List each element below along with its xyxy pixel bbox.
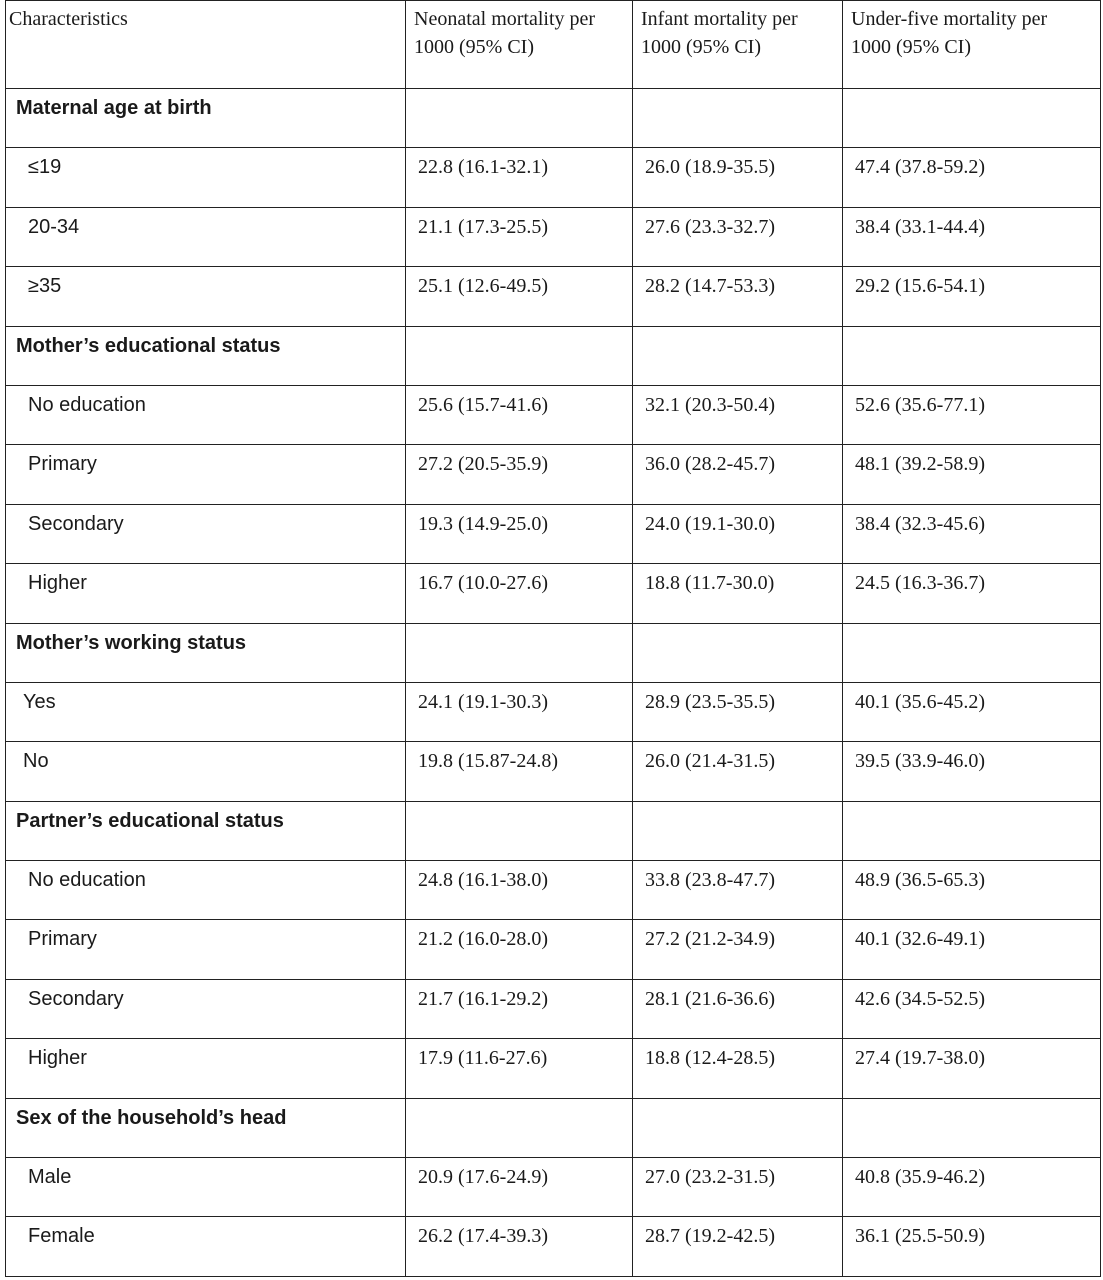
under-five-value-cell <box>843 504 1101 563</box>
row-label: Female <box>28 1225 95 1248</box>
row-label-cell <box>6 148 406 207</box>
row-label-cell <box>6 1158 406 1217</box>
under-five-value-cell <box>843 564 1101 623</box>
neonatal-value-cell <box>406 1098 633 1157</box>
infant-value-cell <box>633 326 843 385</box>
under-five-value: 47.4 (37.8-59.2) <box>855 156 985 179</box>
under-five-value <box>843 624 1100 629</box>
under-five-value-cell <box>843 89 1101 148</box>
neonatal-value-cell <box>406 742 633 801</box>
row-label-cell <box>6 742 406 801</box>
column-header-label: Characteristics <box>9 8 128 30</box>
neonatal-value-cell <box>406 385 633 444</box>
row-label-cell <box>6 385 406 444</box>
neonatal-value <box>406 1099 632 1104</box>
column-header-characteristics <box>6 1 406 89</box>
table-row <box>6 920 1101 979</box>
table-row <box>6 742 1101 801</box>
neonatal-value: 20.9 (17.6-24.9) <box>418 1166 548 1189</box>
infant-value-cell <box>633 979 843 1038</box>
infant-value <box>633 1099 842 1104</box>
neonatal-value-cell <box>406 801 633 860</box>
row-label-cell <box>6 1039 406 1098</box>
row-label-cell <box>6 207 406 266</box>
table-row <box>6 979 1101 1038</box>
group-header-row <box>6 89 1101 148</box>
neonatal-value-cell <box>406 267 633 326</box>
infant-value-cell <box>633 504 843 563</box>
table-header <box>6 1 1101 89</box>
neonatal-value: 26.2 (17.4-39.3) <box>418 1225 548 1248</box>
neonatal-value: 21.7 (16.1-29.2) <box>418 987 548 1010</box>
neonatal-value: 19.3 (14.9-25.0) <box>418 512 548 535</box>
neonatal-value-cell <box>406 979 633 1038</box>
infant-value: 28.7 (19.2-42.5) <box>645 1225 775 1248</box>
under-five-value: 24.5 (16.3-36.7) <box>855 572 985 595</box>
group-header-row <box>6 326 1101 385</box>
neonatal-value: 16.7 (10.0-27.6) <box>418 572 548 595</box>
infant-value-cell <box>633 1158 843 1217</box>
infant-value-cell <box>633 207 843 266</box>
infant-value-cell <box>633 148 843 207</box>
infant-value-cell <box>633 861 843 920</box>
neonatal-value: 22.8 (16.1-32.1) <box>418 156 548 179</box>
under-five-value: 27.4 (19.7-38.0) <box>855 1047 985 1070</box>
infant-value-cell <box>633 801 843 860</box>
neonatal-value-cell <box>406 623 633 682</box>
infant-value-cell <box>633 385 843 444</box>
under-five-value-cell <box>843 148 1101 207</box>
neonatal-value: 25.1 (12.6-49.5) <box>418 275 548 298</box>
group-label: Partner’s educational status <box>16 809 284 832</box>
neonatal-value <box>406 89 632 94</box>
table-body <box>6 89 1101 1277</box>
under-five-value-cell <box>843 920 1101 979</box>
infant-value: 28.1 (21.6-36.6) <box>645 987 775 1010</box>
infant-value: 28.2 (14.7-53.3) <box>645 275 775 298</box>
row-label-cell <box>6 979 406 1038</box>
under-five-value: 29.2 (15.6-54.1) <box>855 275 985 298</box>
infant-value-cell <box>633 1098 843 1157</box>
row-label: Higher <box>28 1047 87 1070</box>
row-label-cell <box>6 564 406 623</box>
under-five-value <box>843 802 1100 807</box>
under-five-value-cell <box>843 1039 1101 1098</box>
row-label: 20-34 <box>28 215 80 238</box>
neonatal-value-cell <box>406 207 633 266</box>
row-label: No <box>23 750 49 773</box>
table-row <box>6 445 1101 504</box>
under-five-value-cell <box>843 207 1101 266</box>
group-label: Mother’s working status <box>16 631 247 654</box>
row-label: Male <box>28 1166 72 1189</box>
infant-value: 18.8 (12.4-28.5) <box>645 1047 775 1070</box>
neonatal-value-cell <box>406 1158 633 1217</box>
group-label-cell <box>6 89 406 148</box>
under-five-value-cell <box>843 1158 1101 1217</box>
neonatal-value-cell <box>406 148 633 207</box>
neonatal-value <box>406 624 632 629</box>
under-five-value: 38.4 (33.1-44.4) <box>855 215 985 238</box>
under-five-value <box>843 89 1100 94</box>
infant-value <box>633 327 842 332</box>
group-label-cell <box>6 326 406 385</box>
under-five-value-cell <box>843 326 1101 385</box>
group-label: Maternal age at birth <box>16 97 212 119</box>
neonatal-value: 24.8 (16.1-38.0) <box>418 869 548 892</box>
under-five-value <box>843 1099 1100 1104</box>
under-five-value-cell <box>843 267 1101 326</box>
column-header-label: Infant mortality per 1000 (95% CI) <box>641 8 798 58</box>
infant-value: 27.2 (21.2-34.9) <box>645 928 775 951</box>
neonatal-value: 21.2 (16.0-28.0) <box>418 928 548 951</box>
under-five-value-cell <box>843 1217 1101 1276</box>
infant-value: 24.0 (19.1-30.0) <box>645 512 775 535</box>
table-row <box>6 267 1101 326</box>
infant-value: 26.0 (21.4-31.5) <box>645 750 775 773</box>
under-five-value: 42.6 (34.5-52.5) <box>855 987 985 1010</box>
infant-value-cell <box>633 564 843 623</box>
neonatal-value <box>406 802 632 807</box>
infant-value: 32.1 (20.3-50.4) <box>645 393 775 416</box>
neonatal-value-cell <box>406 326 633 385</box>
row-label: No education <box>28 869 146 892</box>
row-label: Secondary <box>28 987 124 1010</box>
under-five-value-cell <box>843 801 1101 860</box>
infant-value-cell <box>633 1217 843 1276</box>
infant-value-cell <box>633 623 843 682</box>
table-row <box>6 564 1101 623</box>
infant-value-cell <box>633 89 843 148</box>
neonatal-value-cell <box>406 861 633 920</box>
neonatal-value: 27.2 (20.5-35.9) <box>418 453 548 476</box>
infant-value: 26.0 (18.9-35.5) <box>645 156 775 179</box>
infant-value: 36.0 (28.2-45.7) <box>645 453 775 476</box>
infant-value-cell <box>633 682 843 741</box>
table-row <box>6 1217 1101 1276</box>
under-five-value: 52.6 (35.6-77.1) <box>855 393 985 416</box>
row-label-cell <box>6 920 406 979</box>
neonatal-value <box>406 327 632 332</box>
under-five-value: 40.8 (35.9-46.2) <box>855 1166 985 1189</box>
neonatal-value-cell <box>406 1217 633 1276</box>
table-row <box>6 682 1101 741</box>
infant-value-cell <box>633 267 843 326</box>
neonatal-value-cell <box>406 920 633 979</box>
table-row <box>6 504 1101 563</box>
row-label: ≤19 <box>28 156 62 179</box>
row-label-cell <box>6 445 406 504</box>
row-label: No education <box>28 393 146 416</box>
infant-value: 33.8 (23.8-47.7) <box>645 869 775 892</box>
infant-value-cell <box>633 1039 843 1098</box>
infant-value: 28.9 (23.5-35.5) <box>645 690 775 713</box>
under-five-value: 36.1 (25.5-50.9) <box>855 1225 985 1248</box>
group-header-row <box>6 1098 1101 1157</box>
neonatal-value: 17.9 (11.6-27.6) <box>418 1047 548 1070</box>
neonatal-value: 21.1 (17.3-25.5) <box>418 215 548 238</box>
infant-value <box>633 624 842 629</box>
under-five-value-cell <box>843 742 1101 801</box>
group-header-row <box>6 801 1101 860</box>
table-row <box>6 148 1101 207</box>
under-five-value: 48.1 (39.2-58.9) <box>855 453 985 476</box>
under-five-value-cell <box>843 979 1101 1038</box>
table-row <box>6 861 1101 920</box>
table-row <box>6 1039 1101 1098</box>
neonatal-value-cell <box>406 682 633 741</box>
row-label-cell <box>6 861 406 920</box>
under-five-value-cell <box>843 445 1101 504</box>
infant-value-cell <box>633 742 843 801</box>
neonatal-value-cell <box>406 1039 633 1098</box>
row-label-cell <box>6 504 406 563</box>
column-header-label: Under-five mortality per 1000 (95% CI) <box>851 8 1048 58</box>
column-header-under-five <box>843 1 1101 89</box>
row-label-cell <box>6 1217 406 1276</box>
mortality-table <box>5 0 1101 1277</box>
row-label: ≥35 <box>28 275 62 298</box>
table-row <box>6 1158 1101 1217</box>
group-label-cell <box>6 801 406 860</box>
under-five-value: 48.9 (36.5-65.3) <box>855 869 985 892</box>
header-row <box>6 1 1101 89</box>
row-label-cell <box>6 682 406 741</box>
under-five-value-cell <box>843 623 1101 682</box>
group-label: Sex of the household’s head <box>16 1106 287 1129</box>
neonatal-value: 24.1 (19.1-30.3) <box>418 690 548 713</box>
table-row <box>6 385 1101 444</box>
under-five-value: 39.5 (33.9-46.0) <box>855 750 985 773</box>
table-row <box>6 207 1101 266</box>
neonatal-value-cell <box>406 564 633 623</box>
under-five-value <box>843 327 1100 332</box>
row-label: Yes <box>23 690 56 713</box>
under-five-value-cell <box>843 1098 1101 1157</box>
infant-value: 27.6 (23.3-32.7) <box>645 215 775 238</box>
row-label: Secondary <box>28 512 124 535</box>
group-label-cell <box>6 623 406 682</box>
under-five-value: 40.1 (32.6-49.1) <box>855 928 985 951</box>
column-header-neonatal <box>406 1 633 89</box>
under-five-value-cell <box>843 385 1101 444</box>
group-label: Mother’s educational status <box>16 334 281 357</box>
group-header-row <box>6 623 1101 682</box>
row-label: Primary <box>28 453 97 476</box>
under-five-value: 38.4 (32.3-45.6) <box>855 512 985 535</box>
infant-value-cell <box>633 445 843 504</box>
infant-value <box>633 802 842 807</box>
neonatal-value-cell <box>406 445 633 504</box>
row-label: Higher <box>28 572 87 595</box>
row-label-cell <box>6 267 406 326</box>
under-five-value-cell <box>843 861 1101 920</box>
under-five-value: 40.1 (35.6-45.2) <box>855 690 985 713</box>
under-five-value-cell <box>843 682 1101 741</box>
neonatal-value: 19.8 (15.87-24.8) <box>418 750 558 773</box>
neonatal-value-cell <box>406 504 633 563</box>
neonatal-value-cell <box>406 89 633 148</box>
infant-value: 27.0 (23.2-31.5) <box>645 1166 775 1189</box>
infant-value <box>633 89 842 94</box>
column-header-infant <box>633 1 843 89</box>
infant-value: 18.8 (11.7-30.0) <box>645 572 775 595</box>
neonatal-value: 25.6 (15.7-41.6) <box>418 393 548 416</box>
row-label: Primary <box>28 928 97 951</box>
infant-value-cell <box>633 920 843 979</box>
column-header-label: Neonatal mortality per 1000 (95% CI) <box>414 8 596 58</box>
group-label-cell <box>6 1098 406 1157</box>
